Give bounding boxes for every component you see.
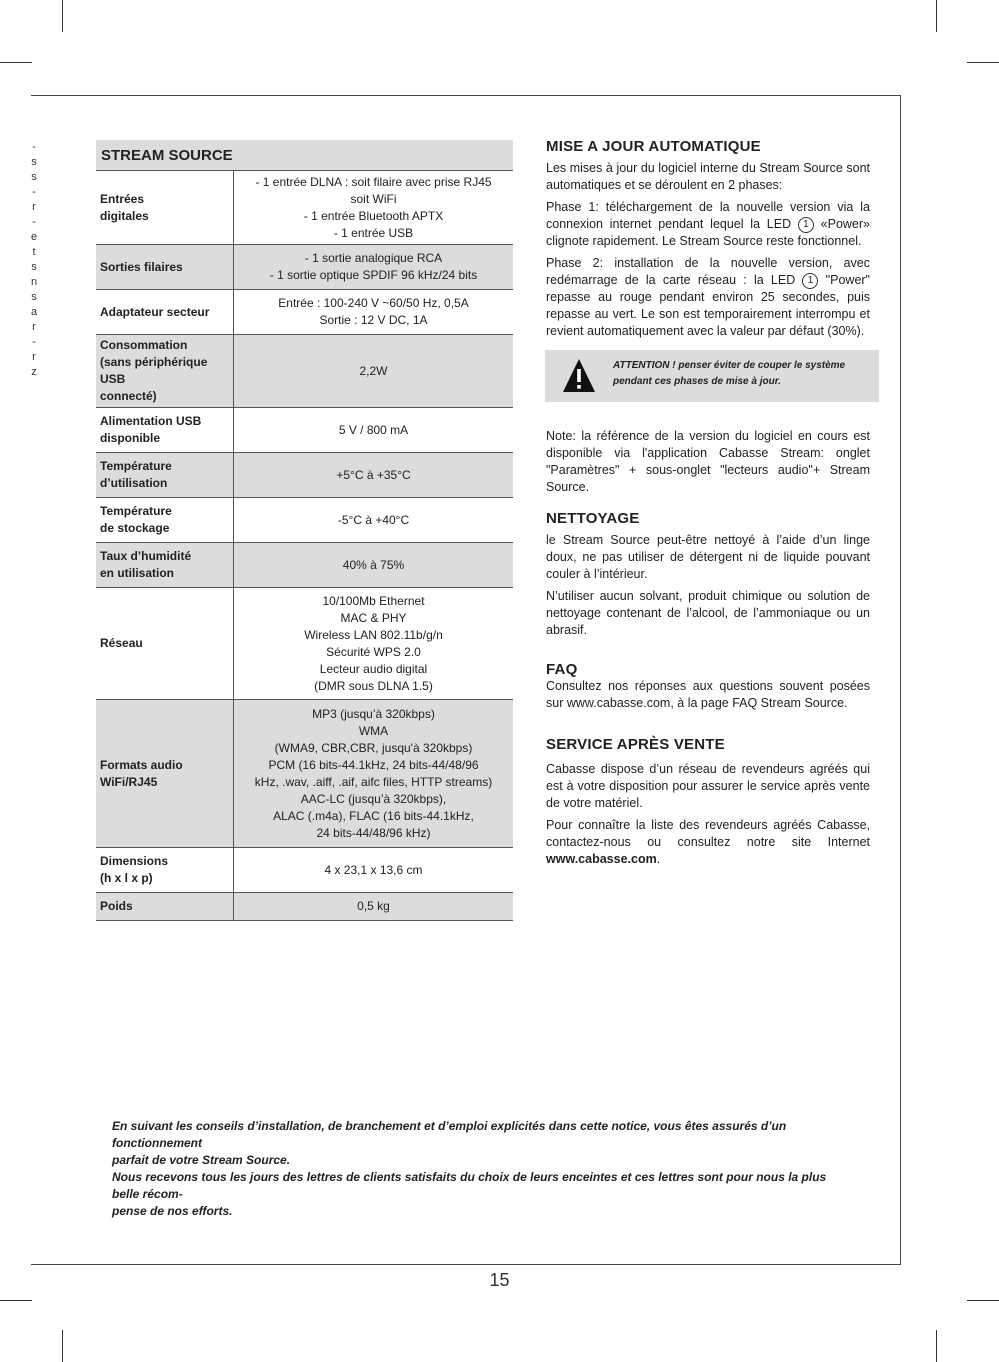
side-letter: t bbox=[32, 246, 36, 258]
spec-value-line: 0,5 kg bbox=[357, 899, 390, 913]
spec-label-line: (sans périphérique USB bbox=[100, 355, 208, 386]
spec-label-line: Température bbox=[100, 504, 172, 518]
spec-value bbox=[234, 498, 514, 543]
spec-label-line: Dimensions bbox=[100, 854, 169, 868]
spec-value-line: PCM (16 bits-44.1kHz, 24 bits-44/48/96 bbox=[268, 757, 479, 772]
cleaning-title: NETTOYAGE bbox=[546, 510, 640, 527]
spec-label-line: Consommation bbox=[100, 338, 188, 352]
spec-value bbox=[234, 453, 514, 498]
service-p1: Cabasse dispose d’un réseau de revendeurs agréés qui est à votre disposition pour assurer le service après vente de votre matériel. bbox=[546, 762, 870, 810]
faq-text: Consultez nos réponses aux questions souvent posées sur www.cabasse.com, à la page FAQ Stream Source. bbox=[546, 679, 870, 710]
spec-label bbox=[96, 290, 234, 335]
spec-row bbox=[96, 543, 513, 588]
spec-label-line: Sorties filaires bbox=[100, 259, 183, 274]
spec-label-line: Formats audio bbox=[100, 757, 183, 772]
crop-mark bbox=[967, 1300, 999, 1301]
spec-label-line: Alimentation USB bbox=[100, 414, 202, 428]
spec-value-line: Wireless LAN 802.11b/g/n bbox=[304, 627, 443, 642]
service-title: SERVICE APRÈS VENTE bbox=[546, 736, 725, 753]
spec-value bbox=[234, 893, 514, 921]
spec-label-line: Adaptateur secteur bbox=[100, 304, 210, 319]
spec-row bbox=[96, 498, 513, 543]
spec-row bbox=[96, 171, 513, 245]
spec-label-line: disponible bbox=[100, 431, 160, 445]
spec-value-line: -5°C à +40°C bbox=[337, 512, 410, 527]
spec-label bbox=[96, 171, 234, 245]
cabasse-link[interactable]: www.cabasse.com bbox=[546, 852, 657, 866]
spec-value bbox=[234, 245, 514, 290]
frame-top-rule bbox=[31, 95, 901, 96]
crop-mark bbox=[967, 62, 999, 63]
spec-label-line: Température bbox=[100, 459, 172, 473]
spec-value bbox=[234, 335, 514, 408]
side-letter: - bbox=[32, 186, 36, 198]
spec-table-title: STREAM SOURCE bbox=[96, 140, 513, 171]
side-letter: r bbox=[32, 351, 36, 363]
spec-value bbox=[234, 588, 514, 700]
spec-label-line: WiFi/RJ45 bbox=[100, 774, 158, 789]
spec-label bbox=[96, 335, 234, 408]
spec-label bbox=[96, 245, 234, 290]
service-p2: Pour connaître la liste des revendeurs agréés Cabasse, contactez-nous ou consultez notre site Internet www.cabasse.com. bbox=[546, 818, 870, 866]
spec-value-line: 5 V / 800 mA bbox=[338, 422, 409, 437]
crop-mark bbox=[0, 62, 32, 63]
footer-line: En suivant les conseils d’installation, de branchement et d’emploi explicités dans cette notice, vous êtes assurés d’un fonctionnement bbox=[112, 1119, 787, 1150]
spec-row bbox=[96, 588, 513, 700]
crop-mark bbox=[62, 1330, 63, 1362]
side-letter: s bbox=[31, 261, 37, 273]
spec-value-line: soit WiFi bbox=[350, 191, 397, 206]
spec-row bbox=[96, 290, 513, 335]
spec-value-line: Sécurité WPS 2.0 bbox=[326, 644, 421, 659]
spec-value-line: (DMR sous DLNA 1.5) bbox=[314, 678, 433, 693]
led-power-indicator: 1 bbox=[802, 273, 818, 289]
spec-label-line: d’utilisation bbox=[100, 476, 168, 490]
spec-label bbox=[96, 408, 234, 453]
spec-value bbox=[234, 700, 514, 848]
spec-value-line: Sortie : 12 V DC, 1A bbox=[319, 313, 428, 327]
side-letter: r bbox=[32, 201, 36, 213]
spec-label bbox=[96, 893, 234, 921]
spec-value-line: AAC-LC (jusqu’à 320kbps), bbox=[300, 791, 447, 806]
cleaning-p1: le Stream Source peut-être nettoyé à l’aide d’un linge doux, ne pas utiliser de détergent ni de liquide pouvant couler à l’intérieur. bbox=[546, 533, 870, 581]
update-title: MISE A JOUR AUTOMATIQUE bbox=[546, 138, 761, 155]
side-letter: n bbox=[30, 276, 38, 288]
spec-value-line: WMA bbox=[358, 723, 389, 738]
spec-label bbox=[96, 700, 234, 848]
update-note: Note: la référence de la version du logiciel en cours est disponible via l'application Cabasse Stream: onglet "Paramètres" + sous-onglet "lecteurs audio"+ Stream Source. bbox=[546, 429, 870, 494]
update-phase2: Phase 2: installation de la nouvelle version, avec redémarrage de la carte réseau : la LED 1 "Power" repasse au rouge pendant environ 25 secondes, puis repasse au vert. Le son est temporairement interrompu et revient automatiquement avec la valeur par défaut (30%). bbox=[546, 256, 870, 338]
spec-label bbox=[96, 588, 234, 700]
spec-value-line: (WMA9, CBR,CBR, jusqu'à 320kbps) bbox=[274, 740, 473, 755]
side-letter: s bbox=[31, 291, 37, 303]
spec-row bbox=[96, 700, 513, 848]
crop-mark bbox=[62, 0, 63, 32]
spec-value-line: - 1 sortie analogique RCA bbox=[304, 251, 443, 265]
spec-value-line: ALAC (.m4a), FLAC (16 bits-44.1kHz, bbox=[273, 808, 474, 823]
update-intro: Les mises à jour du logiciel interne du Stream Source sont automatiques et se déroulent en 2 phases: bbox=[546, 161, 870, 192]
spec-value bbox=[234, 408, 514, 453]
spec-label-line: Poids bbox=[100, 899, 133, 913]
page-number: 15 bbox=[489, 1270, 510, 1290]
spec-row bbox=[96, 893, 513, 921]
led-power-indicator: 1 bbox=[798, 217, 814, 233]
spec-value bbox=[234, 543, 514, 588]
spec-value-line: Entrée : 100-240 V ~60/50 Hz, 0,5A bbox=[278, 296, 469, 310]
spec-label-line: Taux d’humidité bbox=[100, 549, 192, 563]
spec-label bbox=[96, 543, 234, 588]
frame-right-rule bbox=[900, 95, 901, 1265]
spec-value-line: 40% à 75% bbox=[342, 557, 405, 572]
side-margin-letters bbox=[28, 140, 40, 380]
footer-line: parfait de votre Stream Source. bbox=[112, 1153, 291, 1167]
spec-value bbox=[234, 290, 514, 335]
spec-value bbox=[234, 848, 514, 893]
attention-box bbox=[545, 350, 879, 402]
spec-label-line: en utilisation bbox=[100, 566, 175, 580]
spec-row bbox=[96, 848, 513, 893]
footer-line: Nous recevons tous les jours des lettres de clients satisfaits du choix de leurs enceintes et ces lettres sont pour nous la plus belle récom- bbox=[112, 1170, 827, 1201]
spec-label-line: Entrées bbox=[100, 191, 145, 206]
spec-value-line: - 1 entrée Bluetooth APTX bbox=[303, 208, 444, 223]
spec-label-line: (h x l x p) bbox=[100, 871, 153, 885]
spec-row bbox=[96, 245, 513, 290]
spec-row bbox=[96, 335, 513, 408]
spec-label bbox=[96, 848, 234, 893]
spec-value-line: +5°C à +35°C bbox=[336, 467, 411, 482]
side-letter: - bbox=[32, 336, 36, 348]
side-letter: s bbox=[31, 156, 37, 168]
spec-value-line: 2,2W bbox=[359, 363, 388, 378]
spec-value-line: Lecteur audio digital bbox=[319, 661, 428, 676]
spec-table bbox=[96, 140, 513, 921]
spec-value-line: 4 x 23,1 x 13,6 cm bbox=[324, 862, 423, 877]
side-letter: - bbox=[32, 141, 36, 153]
side-letter: a bbox=[30, 306, 38, 318]
cleaning-p2: N’utiliser aucun solvant, produit chimique ou solution de nettoyage contenant de l’alcool, de l’ammoniaque ou un abrasif. bbox=[546, 589, 870, 637]
spec-label bbox=[96, 498, 234, 543]
warning-icon bbox=[562, 358, 596, 394]
side-letter: e bbox=[30, 231, 38, 243]
footer-note bbox=[112, 1118, 842, 1220]
spec-value-line: MP3 (jusqu’à 320kbps) bbox=[312, 706, 435, 721]
frame-bottom-rule bbox=[31, 1264, 901, 1265]
spec-label-line: de stockage bbox=[100, 521, 170, 535]
spec-value-line: 24 bits-44/48/96 kHz) bbox=[316, 825, 431, 840]
spec-value-line: - 1 entrée USB bbox=[333, 225, 414, 240]
spec-row bbox=[96, 408, 513, 453]
crop-mark bbox=[936, 1330, 937, 1362]
spec-value-line: - 1 sortie optique SPDIF 96 kHz/24 bits bbox=[269, 268, 478, 282]
crop-mark bbox=[936, 0, 937, 32]
spec-value-line: 10/100Mb Ethernet bbox=[322, 593, 425, 608]
update-phase1: Phase 1: téléchargement de la nouvelle version via la connexion internet pendant lequel la LED 1 «Power» clignote rapidement. Le Stream Source reste fonctionnel. bbox=[546, 200, 870, 248]
footer-line: pense de nos efforts. bbox=[112, 1204, 233, 1218]
spec-value-line: MAC & PHY bbox=[340, 610, 407, 625]
spec-label-line: digitales bbox=[100, 208, 149, 223]
spec-value-line: kHz, .wav, .aiff, .aif, aifc files, HTTP streams) bbox=[254, 774, 493, 789]
spec-row bbox=[96, 453, 513, 498]
faq-title: FAQ bbox=[546, 661, 578, 678]
crop-mark bbox=[0, 1300, 32, 1301]
side-letter: - bbox=[32, 216, 36, 228]
side-letter: z bbox=[31, 366, 37, 378]
spec-value bbox=[234, 171, 514, 245]
side-letter: s bbox=[31, 171, 37, 183]
spec-value-line: - 1 entrée DLNA : soit filaire avec prise RJ45 bbox=[255, 174, 492, 189]
spec-label bbox=[96, 453, 234, 498]
attention-text: ATTENTION ! penser éviter de couper le système pendant ces phases de mise à jour. bbox=[613, 360, 846, 387]
spec-label-line: Réseau bbox=[100, 636, 143, 650]
spec-label-line: connecté) bbox=[100, 389, 157, 403]
right-column bbox=[546, 138, 870, 873]
side-letter: r bbox=[32, 321, 36, 333]
